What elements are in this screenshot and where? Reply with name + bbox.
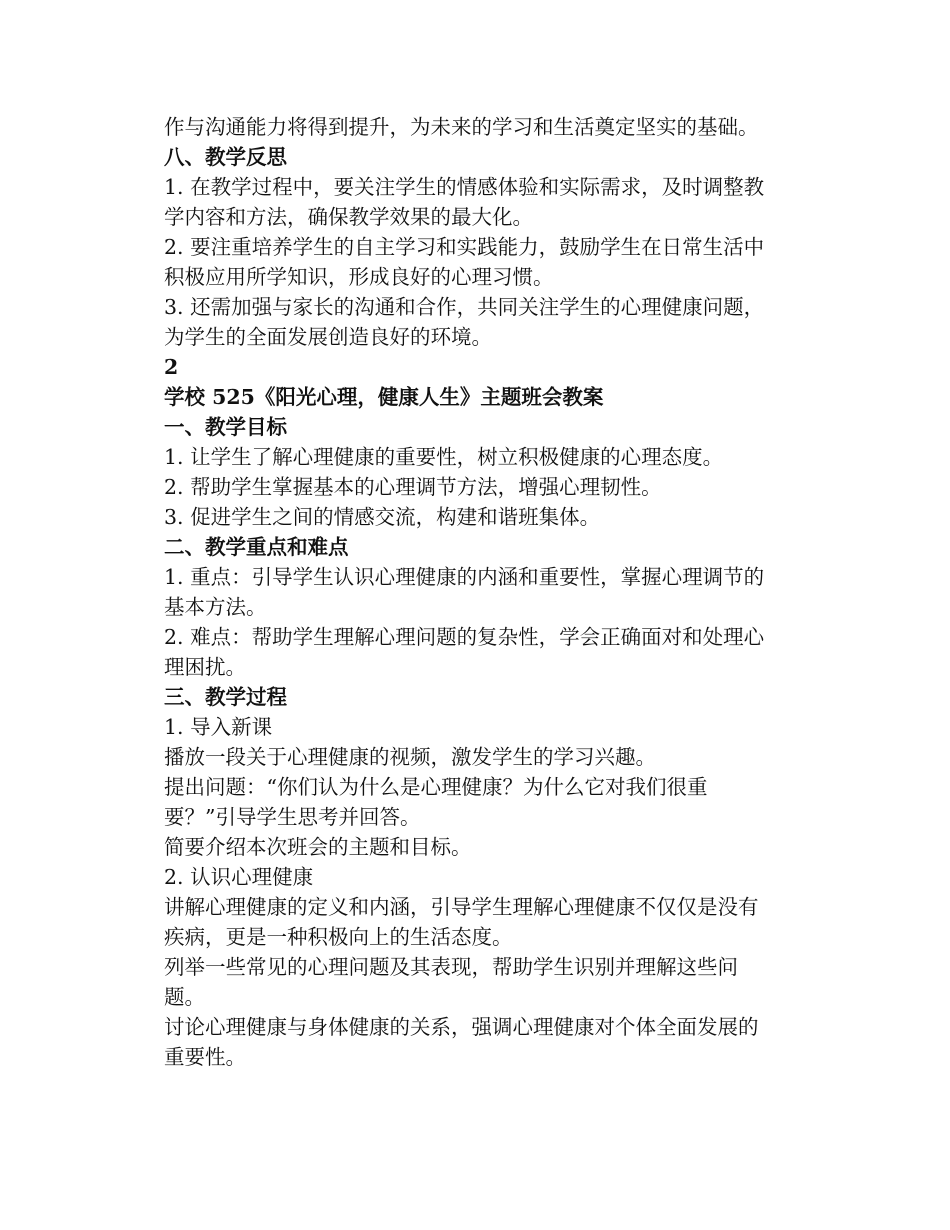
list-item-goal-1: 1. 让学生了解心理健康的重要性，树立积极健康的心理态度。 xyxy=(164,445,724,469)
subheading-intro: 1. 导入新课 xyxy=(164,715,273,739)
paragraph-introduce-theme: 简要介绍本次班会的主题和目标。 xyxy=(164,835,472,859)
heading-key-points: 二、教学重点和难点 xyxy=(164,535,349,559)
list-item-difficulty: 2. 难点：帮助学生理解心理问题的复杂性，学会正确面对和处理心理困扰。 xyxy=(164,625,765,679)
paragraph-play-video: 播放一段关于心理健康的视频，激发学生的学习兴趣。 xyxy=(164,745,656,769)
list-item-goal-2: 2. 帮助学生掌握基本的心理调节方法，增强心理韧性。 xyxy=(164,475,662,499)
heading-teaching-process: 三、教学过程 xyxy=(164,685,287,709)
section-number: 2 xyxy=(164,355,179,379)
paragraph-ask-question: 提出问题：“你们认为什么是心理健康？为什么它对我们很重要？”引导学生思考并回答。 xyxy=(164,775,708,829)
paragraph-explain-definition: 讲解心理健康的定义和内涵，引导学生理解心理健康不仅仅是没有疾病，更是一种积极向上的生活态度。 xyxy=(164,895,759,949)
list-item-reflection-3: 3. 还需加强与家长的沟通和合作，共同关注学生的心理健康问题，为学生的全面发展创造良好的环境。 xyxy=(164,295,765,349)
list-item-goal-3: 3. 促进学生之间的情感交流，构建和谐班集体。 xyxy=(164,505,601,529)
document-title: 学校 525《阳光心理，健康人生》主题班会教案 xyxy=(164,385,604,409)
paragraph-discuss-relation: 讨论心理健康与身体健康的关系，强调心理健康对个体全面发展的重要性。 xyxy=(164,1015,759,1069)
heading-teaching-reflection: 八、教学反思 xyxy=(164,145,287,169)
subheading-understand-health: 2. 认识心理健康 xyxy=(164,865,314,889)
paragraph-list-problems: 列举一些常见的心理问题及其表现，帮助学生识别并理解这些问题。 xyxy=(164,955,738,1009)
heading-teaching-goals: 一、教学目标 xyxy=(164,415,287,439)
list-item-reflection-1: 1. 在教学过程中，要关注学生的情感体验和实际需求，及时调整教学内容和方法，确保教学效果的最大化。 xyxy=(164,175,765,229)
paragraph-foundation: 作与沟通能力将得到提升，为未来的学习和生活奠定坚实的基础。 xyxy=(164,115,759,139)
list-item-key-point: 1. 重点：引导学生认识心理健康的内涵和重要性，掌握心理调节的基本方法。 xyxy=(164,565,765,619)
list-item-reflection-2: 2. 要注重培养学生的自主学习和实践能力，鼓励学生在日常生活中积极应用所学知识，形成良好的心理习惯。 xyxy=(164,235,765,289)
